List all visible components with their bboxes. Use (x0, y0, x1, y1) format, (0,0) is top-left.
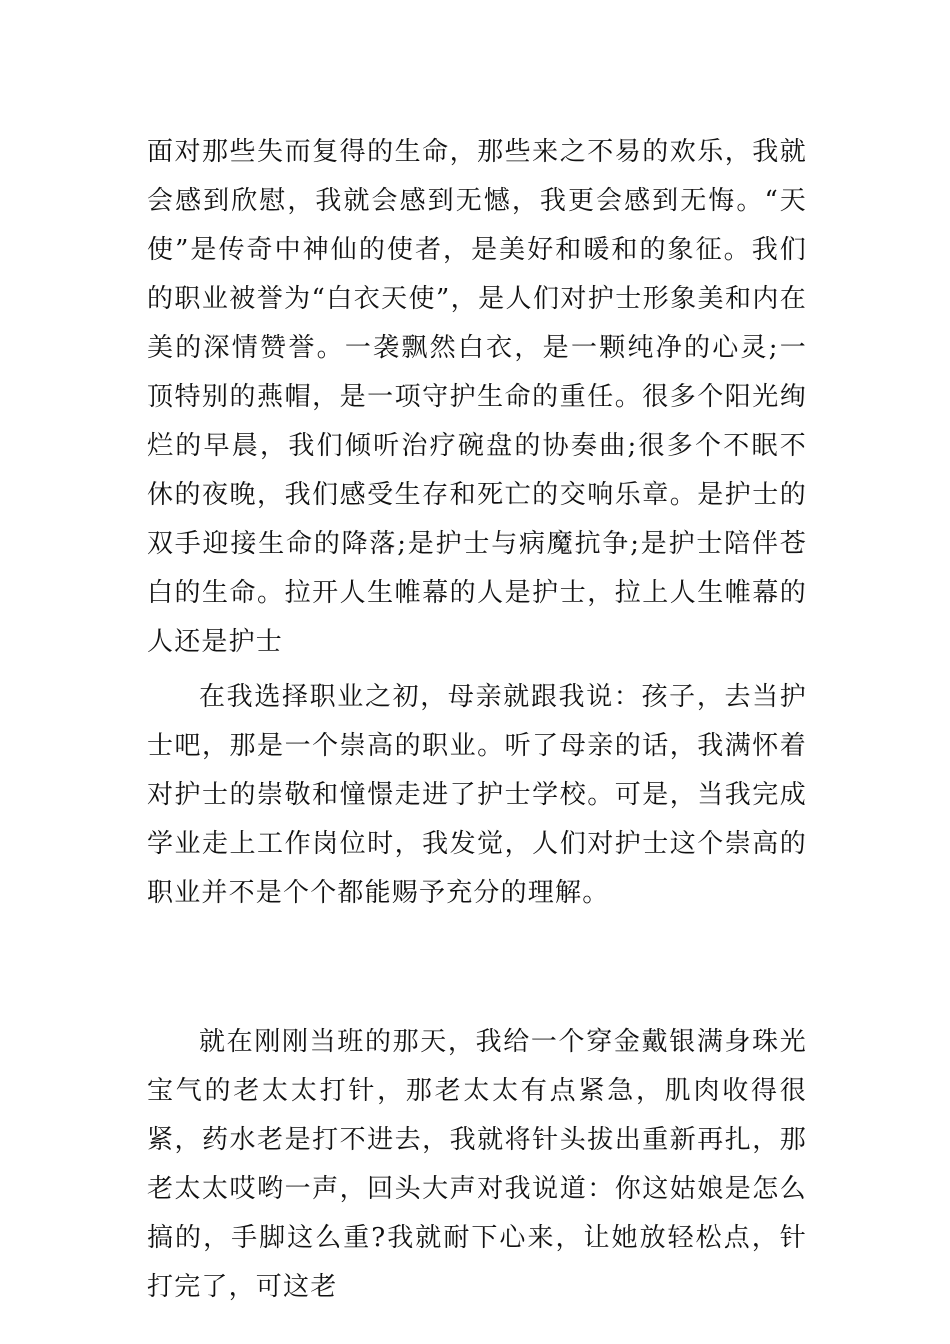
paragraph-1: 面对那些失而复得的生命，那些来之不易的欢乐，我就会感到欣慰，我就会感到无憾，我更会感到无悔。“天使”是传奇中神仙的使者，是美好和暖和的象征。我们的职业被誉为“白衣天使”，是人们对护士形象美和内在美的深情赞誉。一袭飘然白衣，是一颗纯净的心灵;一顶特别的燕帽，是一项守护生命的重任。很多个阳光绚烂的早晨，我们倾听治疗碗盘的协奏曲;很多个不眠不休的夜晚，我们感受生存和死亡的交响乐章。是护士的双手迎接生命的降落;是护士与病魔抗争;是护士陪伴苍白的生命。拉开人生帷幕的人是护士，拉上人生帷幕的人还是护士 (147, 137, 807, 657)
paragraph-3: 就在刚刚当班的那天，我给一个穿金戴银满身珠光宝气的老太太打针，那老太太有点紧急，肌肉收得很紧，药水老是打不进去，我就将针头拔出重新再扎，那老太太哎哟一声，回头大声对我说道：你这姑娘是怎么搞的，手脚这么重?我就耐下心来，让她放轻松点，针打完了，可这老 (147, 1027, 807, 1302)
paragraph-2: 在我选择职业之初，母亲就跟我说：孩子，去当护士吧，那是一个崇高的职业。听了母亲的话，我满怀着对护士的崇敬和憧憬走进了护士学校。可是，当我完成学业走上工作岗位时，我发觉，人们对护士这个崇高的职业并不是个个都能赐予充分的理解。 (147, 682, 807, 908)
